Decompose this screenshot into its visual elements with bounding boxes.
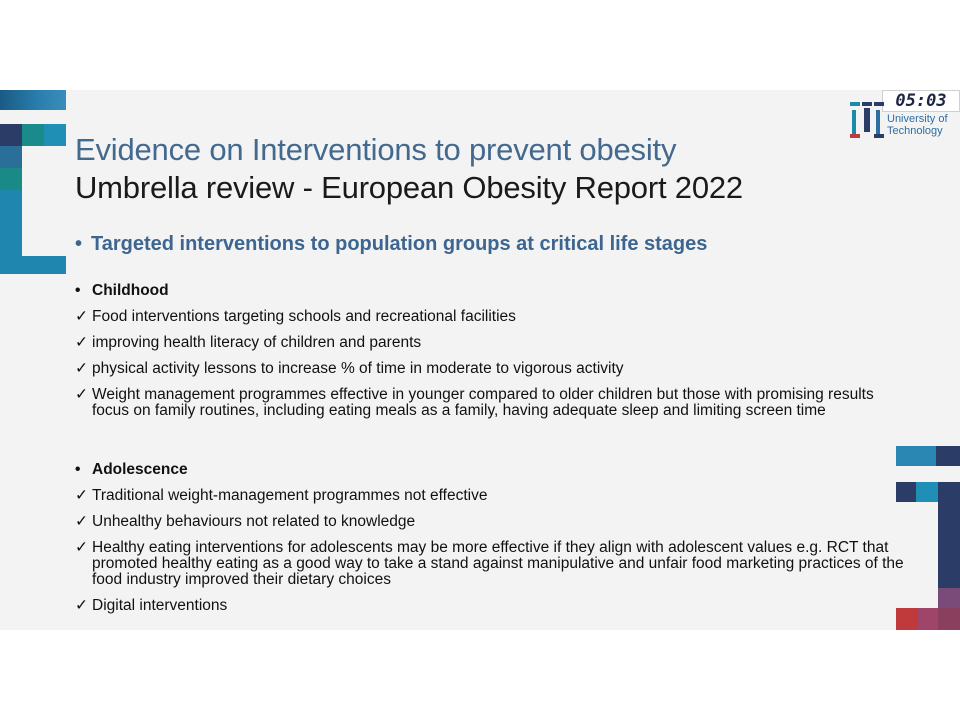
list-item-text: Weight management programmes effective in younger compared to older children but those with promising results focus on family routines, including eating meals as a family, having adequate sleep and limiting screen time — [92, 386, 874, 419]
right-bracket-decoration — [896, 446, 960, 630]
list-item — [75, 309, 905, 325]
check-icon: ✓ — [75, 334, 88, 351]
list-item-text: improving health literacy of children and parents — [92, 334, 422, 351]
countdown-timer: 05:03 — [882, 90, 960, 112]
list-item-text: Healthy eating interventions for adolescents may be more effective if they align with adolescent values e.g. RCT that promoted healthy eating as a good way to take a stand against manipulative and unfair food marketing practices of the food industry improved their dietary choices — [92, 539, 904, 588]
childhood-heading-text: Childhood — [92, 282, 169, 299]
list-item — [75, 361, 905, 377]
list-item — [75, 387, 905, 419]
childhood-section — [75, 283, 905, 419]
list-item-text: physical activity lessons to increase % of time in moderate to vigorous activity — [92, 360, 624, 377]
left-bracket-decoration — [0, 90, 66, 280]
university-name-line2: Technology — [887, 125, 943, 137]
section-subheading — [75, 233, 707, 256]
slide-subtitle: Umbrella review - European Obesity Report 2022 — [75, 170, 743, 205]
list-item-text: Food interventions targeting schools and recreational facilities — [92, 308, 516, 325]
check-icon: ✓ — [75, 539, 88, 556]
list-item — [75, 514, 905, 530]
list-item — [75, 488, 905, 504]
list-item-text: Traditional weight-management programmes not effective — [92, 487, 488, 504]
check-icon: ✓ — [75, 597, 88, 614]
subheading-text: Targeted interventions to population groups at critical life stages — [91, 233, 708, 255]
university-name — [887, 113, 960, 137]
adolescence-section — [75, 462, 905, 614]
adolescence-heading-text: Adolescence — [92, 461, 188, 478]
check-icon: ✓ — [75, 487, 88, 504]
list-item — [75, 540, 905, 588]
bullet-marker: • — [75, 461, 81, 478]
list-item-text: Unhealthy behaviours not related to knowledge — [92, 513, 416, 530]
list-item-text: Digital interventions — [92, 597, 228, 614]
list-item — [75, 598, 905, 614]
check-icon: ✓ — [75, 308, 88, 325]
university-logo-icon — [848, 100, 888, 140]
university-name-line1: University of — [887, 113, 948, 125]
bullet-marker: • — [75, 233, 83, 255]
check-icon: ✓ — [75, 360, 88, 377]
slide-title: Evidence on Interventions to prevent obesity — [75, 132, 677, 167]
list-item — [75, 335, 905, 351]
bullet-marker: • — [75, 282, 81, 299]
check-icon: ✓ — [75, 513, 88, 530]
childhood-heading — [75, 283, 905, 299]
check-icon: ✓ — [75, 386, 88, 403]
adolescence-heading — [75, 462, 905, 478]
